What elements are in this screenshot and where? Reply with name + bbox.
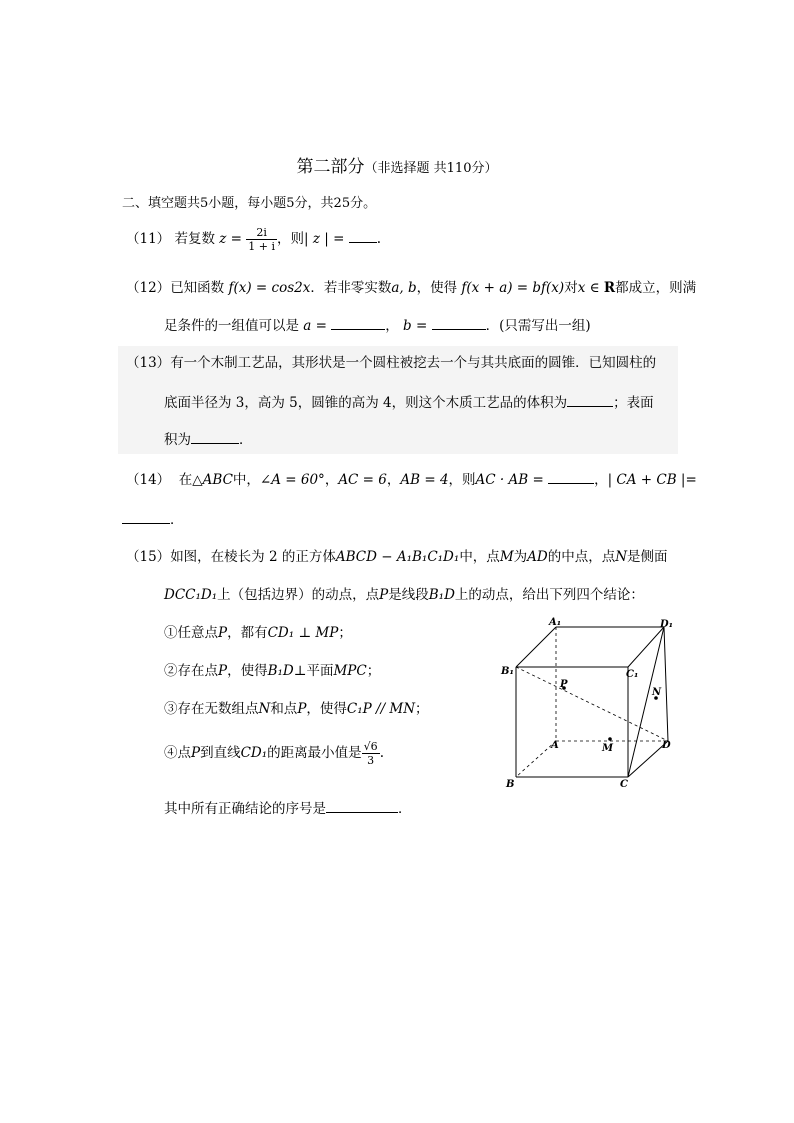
c2-c: ⊥平面 [293,663,334,679]
cube-figure [498,615,683,795]
c2-P: P [218,663,228,679]
q11-z: z = [219,231,242,247]
q12-text-e: 都成立，则满 [615,280,697,296]
q11-frac-den: 1 + i [248,240,276,253]
q13-text-3: 积为 [164,432,191,448]
q15-text-f: 上（包括边界）的动点，点 [217,587,380,603]
q15-text-d: 的中点，点 [547,549,616,565]
question-14 [126,468,697,488]
q11-answer-blank [349,230,377,243]
q15-answer-blank [326,800,398,813]
q15-N: N [615,549,628,565]
title-sub: （非选择题 共110分） [364,161,498,176]
q12-text-b: ．若非零实数 [310,280,392,296]
q14-sum-blank [122,511,170,524]
question-13-line3 [164,428,253,448]
label-A1: A₁ [549,617,562,628]
q11-fraction [246,226,277,253]
section-heading: 二、填空题共5小题，每小题5分，共25分。 [122,196,377,211]
question-12-line2 [164,314,591,334]
q12-sep: ， [385,318,399,334]
q12-line2-end: ．(只需写出一组) [485,318,591,334]
q15-ask-end: ． [398,801,412,817]
q11-number: （11） [126,231,171,247]
point-M [608,737,612,741]
q11-pre: 若复数 [174,231,215,247]
label-B: B [506,779,515,790]
edge-D1C1 [628,627,664,667]
c2-plane: MPC [333,663,367,679]
q14-comma-2: ， [386,472,401,488]
c3-c: ，使得 [306,701,347,717]
c2-a: ②存在点 [164,663,218,679]
q12-equation: f(x + a) = bf(x) [461,280,565,296]
q15-face: DCC₁D₁ [164,587,218,603]
q14-sep: ， [594,472,608,488]
c3-expr: C₁P // MN [346,701,416,717]
q14-then: ，则 [448,472,476,488]
q15-text-e: 是侧面 [627,549,668,565]
q15-question [164,797,412,817]
q15-conclusion-3 [164,697,429,717]
c4-frac-den: 3 [367,754,375,767]
q15-text-g: 是线段 [388,587,429,603]
q15-text-a: 如图，在棱长为 2 的正方体 [170,549,336,565]
q15-text-c: 为 [513,549,528,565]
c1-end: ； [338,625,352,641]
q14-ac: AC = 6 [338,472,387,488]
q15-number: （15） [126,549,171,565]
q12-R: R [603,280,616,296]
q15-M: M [499,549,514,565]
hidden-edge-AB [516,741,556,777]
c1-b: ，都有 [227,625,268,641]
c4-line: CD₁ [240,745,268,761]
q14-mid: 中， [232,472,260,488]
q13-text-1: 有一个木制工艺品，其形状是一个圆柱被挖去一个与其共底面的圆锥．已知圆柱的 [170,355,657,371]
question-15-line2 [164,583,644,603]
q15-cube: ABCD − A₁B₁C₁D₁ [335,549,460,565]
q12-ab: a, b [391,280,417,296]
q11-end: . [376,231,382,247]
c4-P: P [191,745,201,761]
q14-pre: 在△ [178,472,203,488]
question-13-line1 [126,351,656,371]
q13-number: （13） [126,355,171,371]
q12-text-c: ，使得 [416,280,458,296]
q15-text-h: 上的动点，给出下列四个结论： [454,587,644,603]
label-M: M [602,743,614,754]
question-13-line2 [164,391,654,411]
c1-P: P [218,625,228,641]
q11-frac-num: 2i [246,226,277,240]
q12-a-eq: a = [303,318,327,334]
label-N: N [652,687,662,698]
c3-P: P [297,701,307,717]
q14-abc: ABC [202,472,233,488]
q13-text-2: 底面半径为 3，高为 5，圆锥的高为 4，则这个木质工艺品的体积为 [164,395,568,411]
c4-c: 的距离最小值是 [267,745,362,761]
q13-volume-blank [567,394,613,407]
q14-ab: AB = 4 [400,472,449,488]
q11-abs: | z | = [304,231,345,247]
c4-end: . [379,745,384,761]
q14-end: ． [170,512,184,528]
q15-ask: 其中所有正确结论的序号是 [164,801,326,817]
q11-mid: ，则 [277,231,305,247]
q14-angle: ∠A = 60° [259,472,325,488]
q14-comma-1: ， [324,472,339,488]
c1-a: ①任意点 [164,625,218,641]
question-15-line1 [126,545,668,565]
q12-number: （12） [126,280,171,296]
c3-a: ③存在无数组点 [164,701,259,717]
q12-text-f: 足条件的一组值可以是 [164,318,299,334]
label-B1: B₁ [501,666,514,677]
q15-B1D: B₁D [428,587,455,603]
edge-D1D [664,627,668,741]
q12-fx: f(x) = cos2x [228,280,311,296]
q14-dot-blank [548,471,594,484]
label-P: P [560,679,568,690]
q15-conclusion-2 [164,659,380,679]
q12-b-eq: b = [403,318,428,334]
label-D1: D₁ [660,619,674,630]
c4-b: 到直线 [200,745,241,761]
q15-P: P [379,587,389,603]
q13-text-3-end: ． [239,432,253,448]
c2-end: ； [366,663,381,679]
q14-dot-product: AC · AB = [475,472,544,488]
q12-a-blank [331,317,385,330]
c4-frac-num: √6 [363,740,378,753]
q13-area-blank [191,431,239,444]
label-D: D [662,740,671,751]
label-A: A [551,740,559,751]
q12-xr: x ∈ [577,280,600,296]
edge-B1A1 [516,627,556,667]
q15-text-b: 中，点 [459,549,500,565]
q12-text-d: 对 [564,280,578,296]
c2-b: ，使得 [227,663,268,679]
q12-text-a: 已知函数 [170,280,225,296]
c4-a: ④点 [164,745,191,761]
c2-expr: B₁D [267,663,294,679]
page-title [0,152,794,177]
label-C: C [620,779,628,790]
q15-conclusion-4 [164,740,384,767]
question-14-line2 [122,508,184,528]
question-11 [126,226,381,253]
q12-b-blank [432,317,486,330]
c3-end: ； [415,701,429,717]
c1-expr: CD₁ ⊥ MP [267,625,339,641]
q13-text-2-end: ；表面 [613,395,654,411]
segment-D1C [628,627,664,777]
c3-N: N [258,701,271,717]
label-C1: C₁ [626,669,639,680]
q15-AD: AD [527,549,548,565]
c4-fraction [362,740,380,767]
c3-b: 和点 [270,701,298,717]
q15-conclusion-1 [164,621,352,641]
q14-number: （14） [126,472,171,488]
q14-vector-sum: | CA + CB |= [607,472,697,488]
question-12-line1 [126,276,696,296]
title-main: 第二部分 [296,157,365,177]
